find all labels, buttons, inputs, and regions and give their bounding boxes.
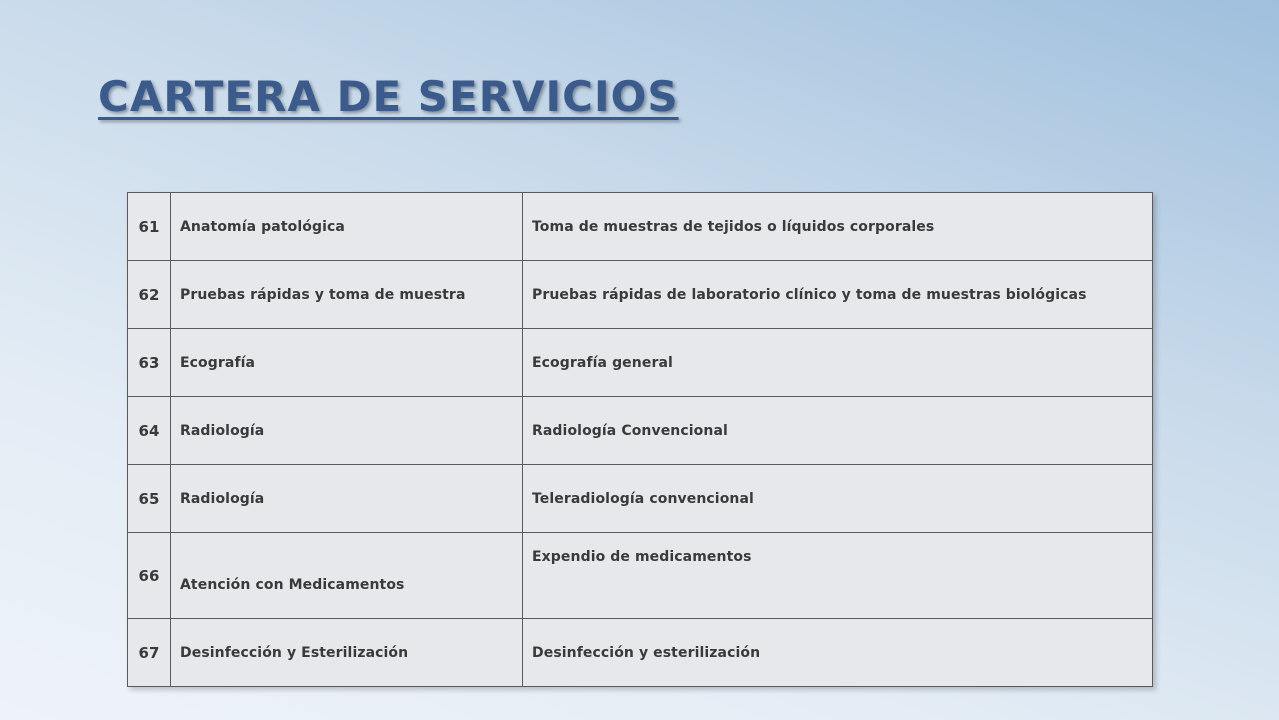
row-number: 67 [128,619,171,687]
table-row [128,465,1153,533]
row-service: Teleradiología convencional [523,465,1153,533]
row-area: Anatomía patológica [171,193,523,261]
table-row [128,619,1153,687]
row-number: 64 [128,397,171,465]
row-service: Toma de muestras de tejidos o líquidos corporales [523,193,1153,261]
row-area: Desinfección y Esterilización [171,619,523,687]
row-number: 62 [128,261,171,329]
table-row [128,397,1153,465]
row-service: Ecografía general [523,329,1153,397]
row-area: Radiología [171,465,523,533]
page-title: CARTERA DE SERVICIOS [98,72,679,121]
row-service: Expendio de medicamentos [523,533,1153,619]
table-row [128,193,1153,261]
table-row [128,533,1153,619]
row-number: 63 [128,329,171,397]
row-service: Radiología Convencional [523,397,1153,465]
services-table [127,192,1153,687]
row-area: Radiología [171,397,523,465]
row-area: Pruebas rápidas y toma de muestra [171,261,523,329]
row-number: 61 [128,193,171,261]
row-area: Atención con Medicamentos [171,533,523,619]
row-area: Ecografía [171,329,523,397]
row-service: Pruebas rápidas de laboratorio clínico y toma de muestras biológicas [523,261,1153,329]
table-row [128,261,1153,329]
row-number: 66 [128,533,171,619]
row-number: 65 [128,465,171,533]
table-row [128,329,1153,397]
row-service: Desinfección y esterilización [523,619,1153,687]
